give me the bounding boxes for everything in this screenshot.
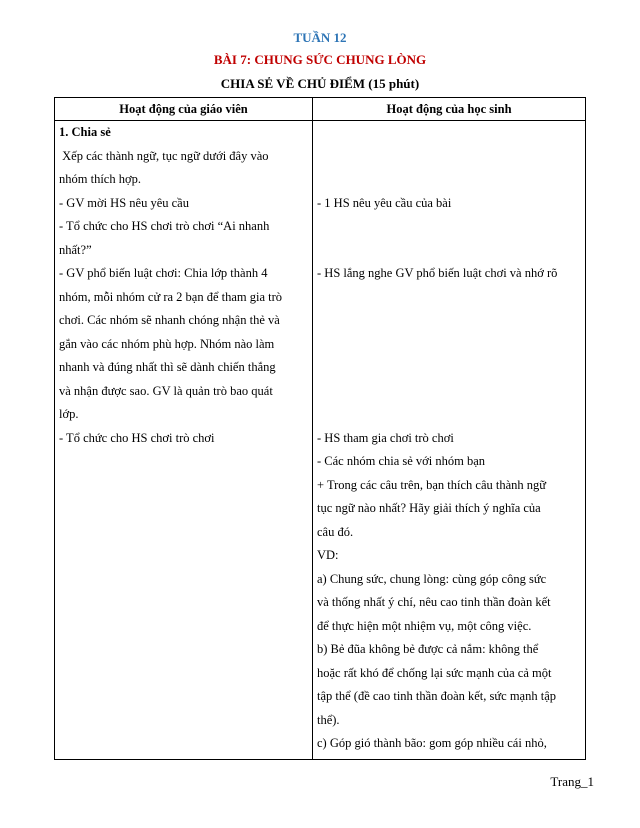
- section-title: CHIA SẺ VỀ CHỦ ĐIỂM (15 phút): [220, 76, 420, 91]
- student-line: và thống nhất ý chí, nêu cao tinh thần đoàn kết: [317, 595, 551, 609]
- blank-line: [317, 403, 581, 427]
- student-line: thể).: [317, 712, 340, 727]
- student-line: - HS tham gia chơi trò chơi: [317, 430, 454, 445]
- teacher-line: nhóm, mỗi nhóm cử ra 2 bạn để tham gia trò: [59, 289, 283, 304]
- student-activity-cell: [313, 121, 586, 760]
- table-header-row: [55, 98, 586, 121]
- student-line: - 1 HS nêu yêu cầu của bài: [317, 195, 452, 210]
- week-title: TUẦN 12: [293, 30, 347, 45]
- table-row: [55, 121, 586, 760]
- blank-line: [317, 356, 581, 380]
- blank-line: [317, 380, 581, 404]
- teacher-line: - GV phổ biến luật chơi: Chia lớp thành 4: [59, 266, 268, 280]
- teacher-column-header: Hoạt động của giáo viên: [55, 98, 313, 121]
- student-line: c) Góp gió thành bão: gom góp nhiều cái nhỏ,: [317, 736, 547, 750]
- teacher-line: nhóm thích hợp.: [59, 172, 141, 186]
- teacher-line: nhất?”: [59, 242, 92, 257]
- student-line: câu đó.: [317, 524, 354, 539]
- teacher-line: và nhận được sao. GV là quản trò bao quát: [59, 383, 273, 398]
- blank-line: [317, 168, 581, 192]
- page-number: Trang_1: [550, 774, 594, 789]
- student-column-header: Hoạt động của học sinh: [313, 98, 586, 121]
- student-line: tập thể (đề cao tinh thần đoàn kết, sức mạnh tập: [317, 689, 556, 703]
- teacher-line: nhanh và đúng nhất thì sẽ dành chiến thắng: [59, 360, 276, 374]
- student-line: + Trong các câu trên, bạn thích câu thành ngữ: [317, 477, 547, 492]
- teacher-line: - Tổ chức cho HS chơi trò chơi: [59, 430, 215, 445]
- student-line: hoặc rất khó để chống lại sức mạnh của cả một: [317, 665, 552, 680]
- blank-line: [317, 309, 581, 333]
- teacher-activity-cell: [55, 121, 313, 760]
- student-line: - HS lắng nghe GV phổ biến luật chơi và nhớ rõ: [317, 266, 558, 280]
- blank-line: [317, 333, 581, 357]
- blank-line: [317, 121, 581, 145]
- student-line: để thực hiện một nhiệm vụ, một công việc.: [317, 618, 532, 633]
- teacher-line: - GV mời HS nêu yêu cầu: [59, 195, 189, 210]
- lesson-title: BÀI 7: CHUNG SỨC CHUNG LÒNG: [213, 52, 427, 67]
- student-line: - Các nhóm chia sẻ với nhóm bạn: [317, 454, 486, 468]
- student-line: a) Chung sức, chung lòng: cùng góp công sức: [317, 571, 547, 586]
- teacher-line: Xếp các thành ngữ, tục ngữ dưới đây vào: [59, 148, 269, 163]
- student-line: VD:: [317, 548, 339, 562]
- blank-line: [317, 239, 581, 263]
- teacher-line: gắn vào các nhóm phù hợp. Nhóm nào làm: [59, 336, 275, 351]
- blank-line: [317, 145, 581, 169]
- teacher-line: chơi. Các nhóm sẽ nhanh chóng nhận thẻ và: [59, 313, 280, 327]
- teacher-line: lớp.: [59, 407, 79, 421]
- lesson-plan-table: [54, 97, 586, 760]
- teacher-line: - Tổ chức cho HS chơi trò chơi “Ai nhanh: [59, 219, 270, 233]
- blank-line: [317, 215, 581, 239]
- blank-line: [317, 286, 581, 310]
- student-line: tục ngữ nào nhất? Hãy giải thích ý nghĩa của: [317, 501, 541, 515]
- teacher-line: 1. Chia sẻ: [59, 125, 111, 139]
- student-line: b) Bẻ đũa không bẻ được cả nắm: không thể: [317, 642, 539, 656]
